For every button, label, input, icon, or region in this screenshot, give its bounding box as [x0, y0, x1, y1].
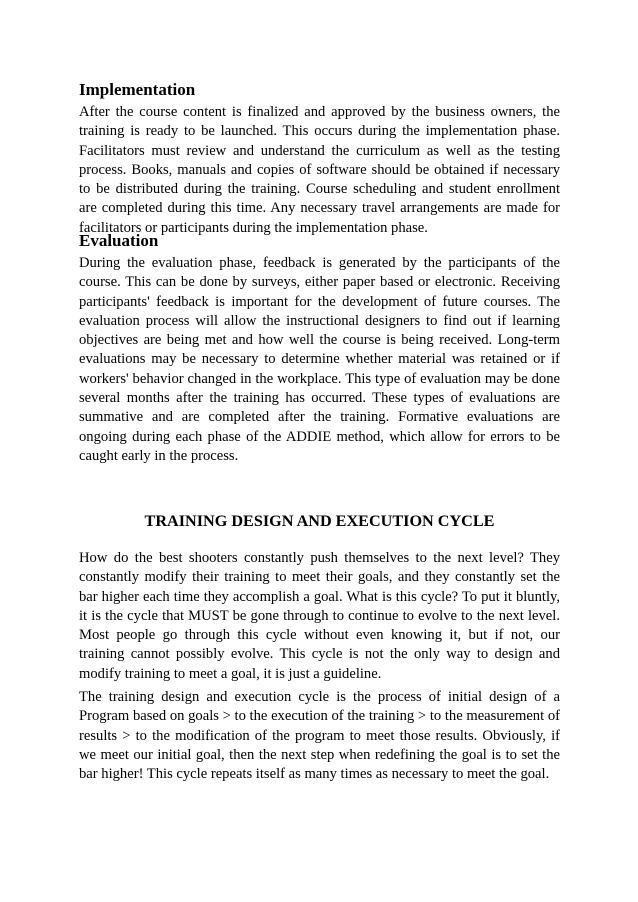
cycle-paragraph-1: How do the best shooters constantly push themselves to the next level? They constantly modify their training to meet their goals, and they constantly set the bar higher each time they accomplish a goal. What is this cycle? To put it bluntly, it is the cycle that MUST be gone through to continue to evolve to the next level. Most people go through this cycle without even knowing it, but if not, our training cannot possibly evolve. This cycle is not the only way to design and modify training to meet a goal, it is just a guideline.	[79, 550, 560, 682]
cycle-paragraph-2: The training design and execution cycle is the process of initial design of a Program based on goals > to the execution of the training > to the measurement of results > to the modification of the program to meet those results. Obviously, if we meet our initial goal, then the next step when redefining the goal is to set the bar higher! This cycle repeats itself as many times as necessary to meet the goal.	[79, 689, 560, 783]
section-title: TRAINING DESIGN AND EXECUTION CYCLE	[144, 512, 495, 530]
evaluation-paragraph: During the evaluation phase, feedback is generated by the participants of the course. This can be done by surveys, either paper based or electronic. Receiving participants' feedback is important for the development of future courses. The evaluation process will allow the instructional designers to find out if learning objectives are being met and how well the course is being received. Long-term evaluations may be necessary to determine whether material was retained or if workers' behavior changed in the workplace. This type of evaluation may be done several months after the training has occurred. These types of evaluations are summative and are completed after the training. Formative evaluations are ongoing during each phase of the ADDIE method, which allow for errors to be caught early in the process.	[79, 255, 560, 464]
implementation-heading: Implementation	[79, 80, 196, 99]
evaluation-heading: Evaluation	[79, 231, 159, 250]
implementation-paragraph: After the course content is finalized and approved by the business owners, the training is ready to be launched. This occurs during the implementation phase. Facilitators must review and understand the curriculum as well as the testing process. Books, manuals and copies of software should be obtained if necessary to be distributed during the training. Course scheduling and student enrollment are completed during this time. Any necessary travel arrangements are made for facilitators or participants during the implementation phase.	[79, 104, 560, 236]
